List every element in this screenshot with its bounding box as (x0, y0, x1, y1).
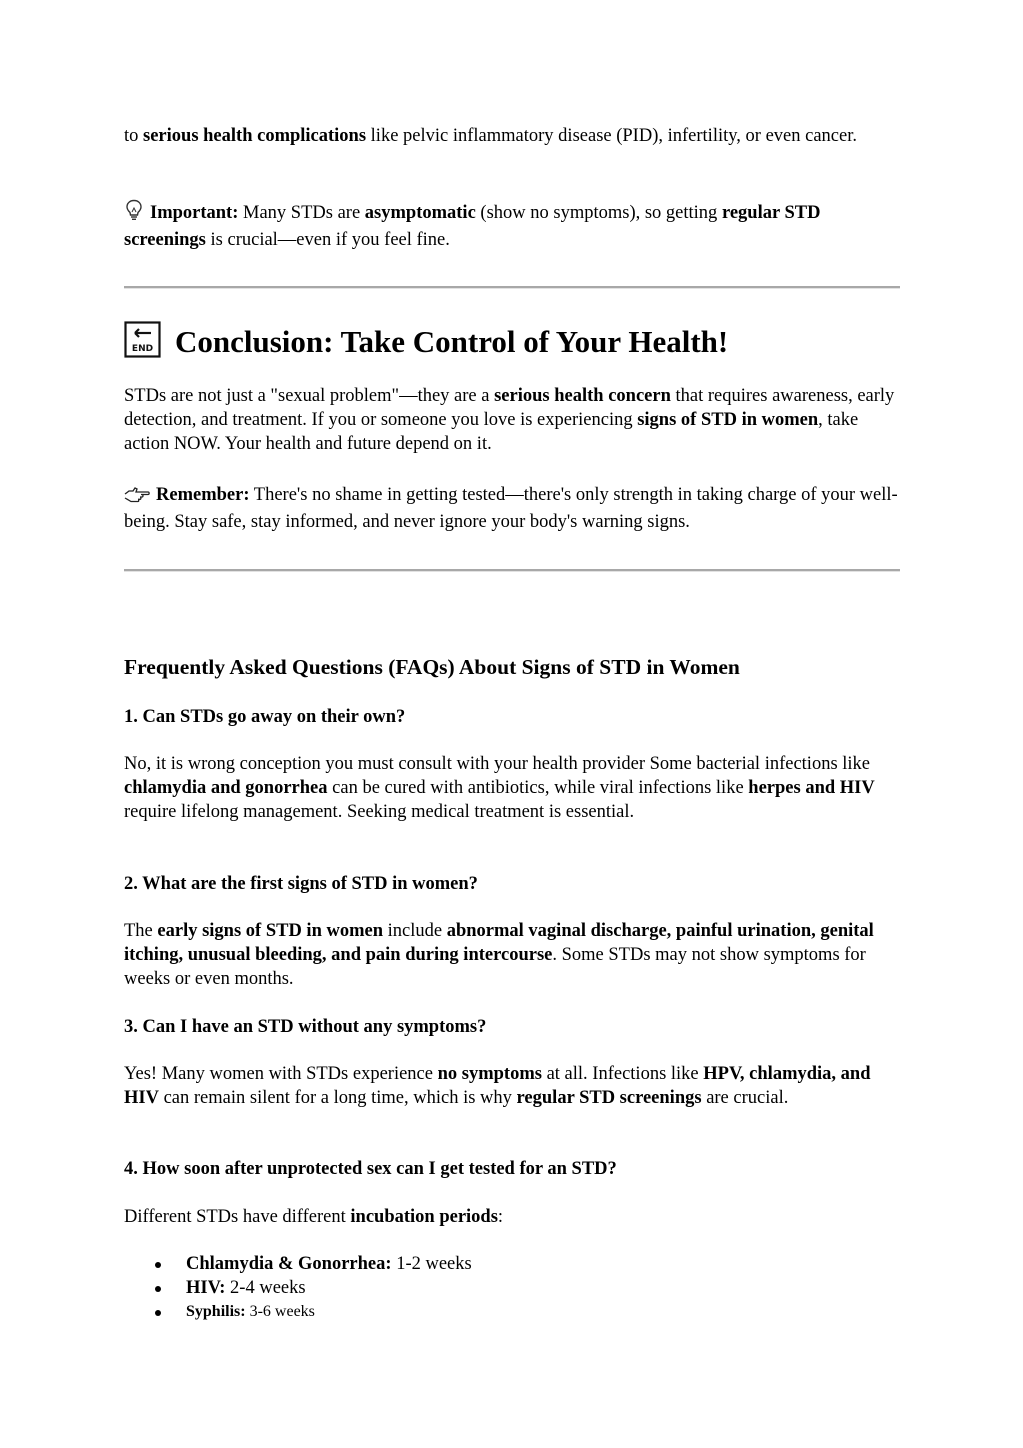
conclusion-heading (124, 320, 900, 364)
bold-text: regular STD screenings (516, 1088, 702, 1108)
text: Yes! Many women with STDs experience (124, 1064, 438, 1084)
text: can be cured with antibiotics, while viral infections like (327, 778, 749, 798)
bold-text: serious health concern (494, 386, 671, 406)
bullet (155, 1286, 161, 1292)
text: to (124, 126, 144, 146)
bold-text: regular STD screenings (124, 203, 821, 250)
text: There's no shame in getting tested—there's only strength in taking charge of your well-being. Stay safe, stay informed, and never ignore your body's warning signs. (124, 485, 898, 532)
list-item-value: 3-6 weeks (245, 1303, 315, 1320)
bold-text: incubation periods (350, 1207, 498, 1227)
end-icon (124, 321, 161, 363)
faq-answer (124, 1205, 900, 1229)
bullet (155, 1310, 161, 1316)
divider (124, 569, 900, 572)
text: STDs are not just a "sexual problem"—they are a (124, 386, 495, 406)
list-item-label: Syphilis: (186, 1303, 246, 1320)
page-title: Conclusion: Take Control of Your Health! (175, 324, 729, 359)
faq-answer (124, 1062, 900, 1110)
bold-text: serious health complications (143, 126, 367, 146)
list-item (124, 1276, 900, 1300)
bold-text: herpes and HIV (748, 778, 875, 798)
faq-answer (124, 752, 900, 824)
bold-text: asymptomatic (364, 203, 476, 223)
list-item-label: Chlamydia & Gonorrhea: (186, 1254, 392, 1274)
text: , take action NOW. Your health and future depend on it. (124, 410, 859, 454)
list-item (124, 1252, 900, 1276)
pointing-hand-icon (124, 485, 150, 510)
text: The (124, 921, 158, 941)
important-note (124, 199, 900, 252)
lightbulb-icon (124, 199, 144, 228)
bold-text: abnormal vaginal discharge, painful urination, genital itching, unusual bleeding, and pain during intercourse (124, 921, 874, 965)
bold-text: signs of STD in women (637, 410, 819, 430)
bold-text: HPV, chlamydia, and HIV (124, 1064, 871, 1108)
list-item (124, 1300, 900, 1324)
text: like pelvic inflammatory disease (PID), infertility, or even cancer. (366, 126, 857, 146)
faq-question: 1. Can STDs go away on their own? (124, 707, 406, 727)
text: require lifelong management. Seeking medical treatment is essential. (124, 802, 635, 822)
list-item-value: 1-2 weeks (391, 1254, 472, 1274)
text: : (497, 1207, 504, 1227)
text: (show no symptoms), so getting (475, 203, 722, 223)
faq-question: 4. How soon after unprotected sex can I get tested for an STD? (124, 1159, 617, 1179)
bold-text: chlamydia and gonorrhea (124, 778, 328, 798)
text: No, it is wrong conception you must consult with your health provider Some bacterial infections like (124, 754, 871, 774)
text: include (383, 921, 447, 941)
text: Many STDs are (238, 203, 365, 223)
conclusion-paragraph (124, 384, 900, 456)
text: that requires awareness, early detection, and treatment. If you or someone you love is experiencing (124, 386, 895, 430)
list-item-value: 2-4 weeks (225, 1278, 306, 1298)
bold-text: no symptoms (437, 1064, 542, 1084)
remember-label: Remember: (156, 485, 250, 505)
divider (124, 286, 900, 289)
text: can remain silent for a long time, which is why (158, 1088, 517, 1108)
text: at all. Infections like (541, 1064, 704, 1084)
text: Different STDs have different (124, 1207, 351, 1227)
list-item-label: HIV: (186, 1278, 226, 1298)
important-label: Important: (150, 203, 239, 223)
remember-note (124, 483, 900, 534)
text: are crucial. (701, 1088, 789, 1108)
text: . Some STDs may not show symptoms for weeks or even months. (124, 945, 866, 989)
intro-paragraph (124, 124, 900, 148)
text: is crucial—even if you feel fine. (205, 230, 450, 250)
faq-answer (124, 919, 900, 991)
end-icon-label: END (131, 344, 154, 354)
faq-heading: Frequently Asked Questions (FAQs) About Signs of STD in Women (124, 655, 740, 679)
faq-question: 2. What are the first signs of STD in women? (124, 874, 478, 894)
faq-question: 3. Can I have an STD without any symptoms? (124, 1017, 487, 1037)
bullet (155, 1262, 161, 1268)
incubation-list (124, 1252, 900, 1324)
bold-text: early signs of STD in women (157, 921, 384, 941)
